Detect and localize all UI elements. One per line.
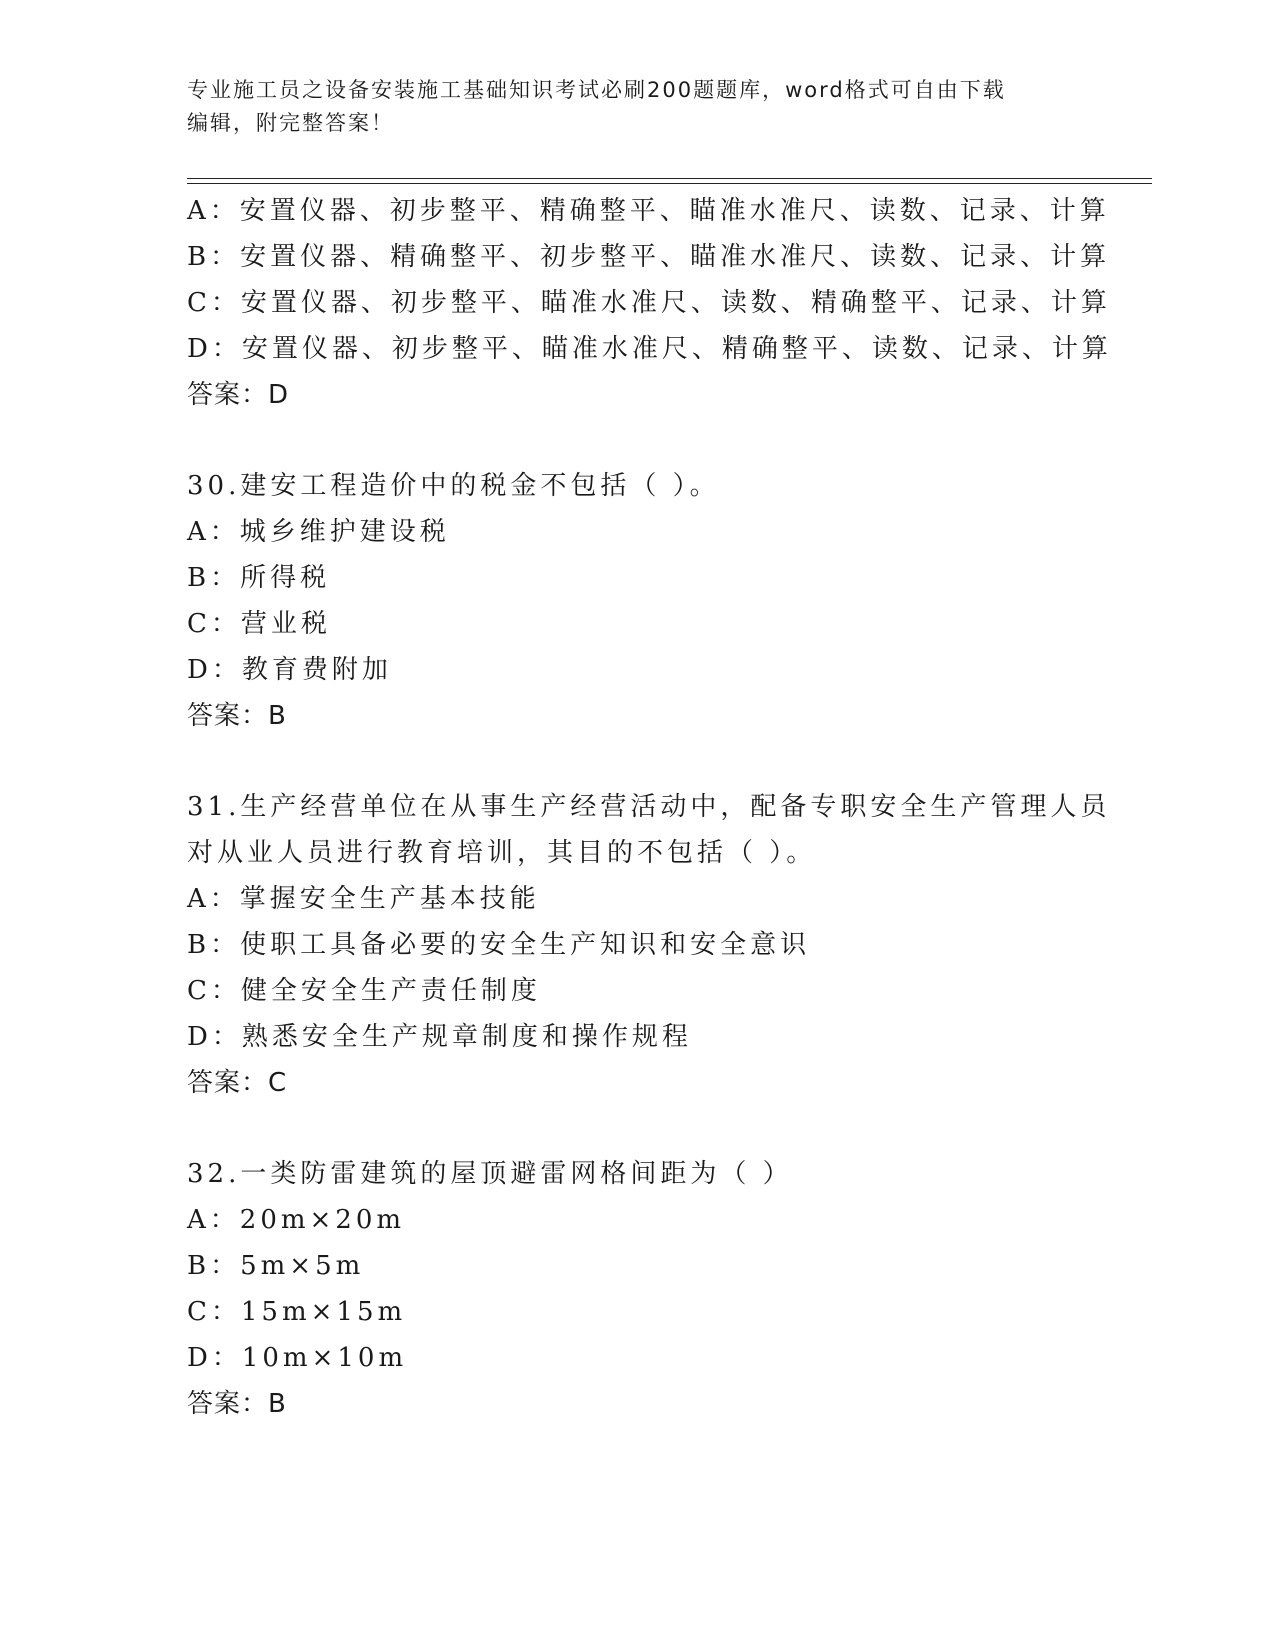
- header-line-2: 编辑，附完整答案！: [187, 111, 394, 135]
- question-31: [187, 784, 1187, 1106]
- option-a: A：城乡维护建设税: [187, 517, 450, 547]
- answer: 答案：B: [187, 701, 287, 731]
- answer: 答案：C: [187, 1068, 288, 1098]
- question-list: [187, 188, 1187, 1427]
- spacer: [187, 1106, 1187, 1151]
- option-a: A：20m×20m: [187, 1205, 406, 1235]
- spacer: [187, 739, 1187, 784]
- option-b: B：使职工具备必要的安全生产知识和安全意识: [187, 930, 811, 960]
- option-d: D：教育费附加: [187, 655, 392, 685]
- option-b: B：所得税: [187, 563, 331, 593]
- question-text: 32.一类防雷建筑的屋顶避雷网格间距为（ ）: [187, 1159, 793, 1189]
- option-b: B：安置仪器、精确整平、初步整平、瞄准水准尺、读数、记录、计算: [187, 242, 1111, 272]
- option-d: D：安置仪器、初步整平、瞄准水准尺、精确整平、读数、记录、计算: [187, 334, 1112, 364]
- header-divider-top: [187, 178, 1152, 179]
- question-text: 30.建安工程造价中的税金不包括（ ）。: [187, 471, 720, 501]
- option-c: C：安置仪器、初步整平、瞄准水准尺、读数、精确整平、记录、计算: [187, 288, 1111, 318]
- option-d: D：熟悉安全生产规章制度和操作规程: [187, 1022, 692, 1052]
- header-divider-bottom: [187, 183, 1152, 184]
- question-32: [187, 1151, 1187, 1427]
- option-d: D：10m×10m: [187, 1343, 408, 1373]
- option-c: C：营业税: [187, 609, 331, 639]
- document-header: [187, 74, 1077, 140]
- option-c: C：健全安全生产责任制度: [187, 976, 541, 1006]
- question-29: [187, 188, 1187, 418]
- option-c: C：15m×15m: [187, 1297, 407, 1327]
- option-a: A：安置仪器、初步整平、精确整平、瞄准水准尺、读数、记录、计算: [187, 196, 1110, 226]
- answer: 答案：B: [187, 1389, 287, 1419]
- header-line-1: 专业施工员之设备安装施工基础知识考试必刷200题题库，word格式可自由下载: [187, 78, 1006, 102]
- spacer: [187, 418, 1187, 463]
- question-text-line-1: 31.生产经营单位在从事生产经营活动中，配备专职安全生产管理人员: [187, 792, 1111, 822]
- question-text-line-2: 对从业人员进行教育培训，其目的不包括（ ）。: [187, 838, 817, 868]
- option-a: A：掌握安全生产基本技能: [187, 884, 540, 914]
- answer: 答案：D: [187, 380, 290, 410]
- question-30: [187, 463, 1187, 739]
- option-b: B：5m×5m: [187, 1251, 365, 1281]
